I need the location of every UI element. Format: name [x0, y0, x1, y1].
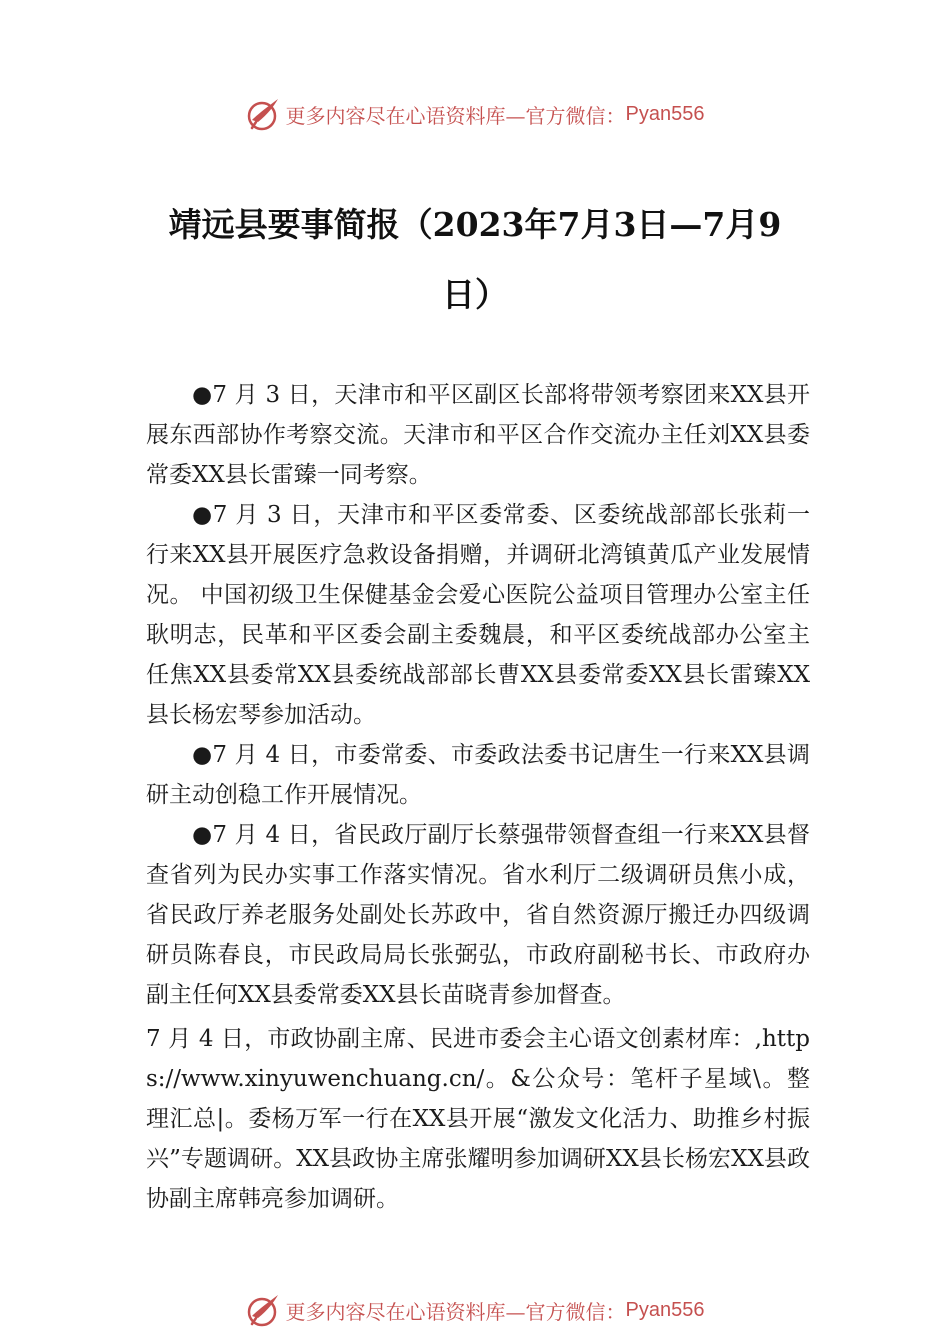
quill-pen-logo-icon [246, 1292, 282, 1328]
watermark-wechat-id: Pyan556 [625, 102, 705, 125]
quill-pen-logo-icon [246, 96, 282, 132]
paragraph: ●7 月 4 日，省民政厅副厅长蔡强带领督查组一行来XX县督查省列为民办实事工作落实情况。省水利厅二级调研员焦小成，省民政厅养老服务处副处长苏政中，省自然资源厅搬迁办四级调研员陈春良，市民政局局长张弼弘，市政府副秘书长、市政府办副主任何XX县委常委XX县长苗晓青参加督查。 [146, 822, 810, 1008]
watermark-text: 更多内容尽在心语资料库—官方微信： [285, 1299, 626, 1324]
paragraph: ●7 月 4 日，市委常委、市委政法委书记唐生一行来XX县调研主动创稳工作开展情况。 [146, 742, 810, 808]
paragraph: 7 月 4 日，市政协副主席、民进市委会主心语文创素材库：,https://www.xinyuwenchuang.cn/。&公众号：笔杆子星域\。整理汇总|。委杨万军一行在XX县开展“激发文化活力、助推乡村振兴”专题调研。XX县政协主席张耀明参加调研XX县长杨宏XX县政协副主席韩亮参加调研。 [146, 1026, 810, 1212]
document-title: 靖远县要事简报（2023年7月3日—7月9日） [168, 205, 782, 314]
footer-watermark [0, 1288, 950, 1332]
watermark-wechat-id: Pyan556 [625, 1298, 705, 1321]
watermark-text: 更多内容尽在心语资料库—官方微信： [285, 103, 626, 128]
paragraph: ●7 月 3 日，天津市和平区副区长部将带领考察团来XX县开展东西部协作考察交流。天津市和平区合作交流办主任刘XX县委常委XX县长雷臻一同考察。 [146, 382, 810, 488]
header-watermark [0, 92, 950, 136]
document-body [146, 375, 810, 1219]
paragraph: ●7 月 3 日，天津市和平区委常委、区委统战部部长张莉一行来XX县开展医疗急救设备捐赠，并调研北湾镇黄瓜产业发展情况。 中国初级卫生保健基金会爱心医院公益项目管理办公室主任耿明志，民革和平区委会副主委魏晨，和平区委统战部办公室主任焦XX县委常XX县委统战部部长曹XX县委常委XX县长雷臻XX县长杨宏琴参加活动。 [146, 502, 810, 728]
